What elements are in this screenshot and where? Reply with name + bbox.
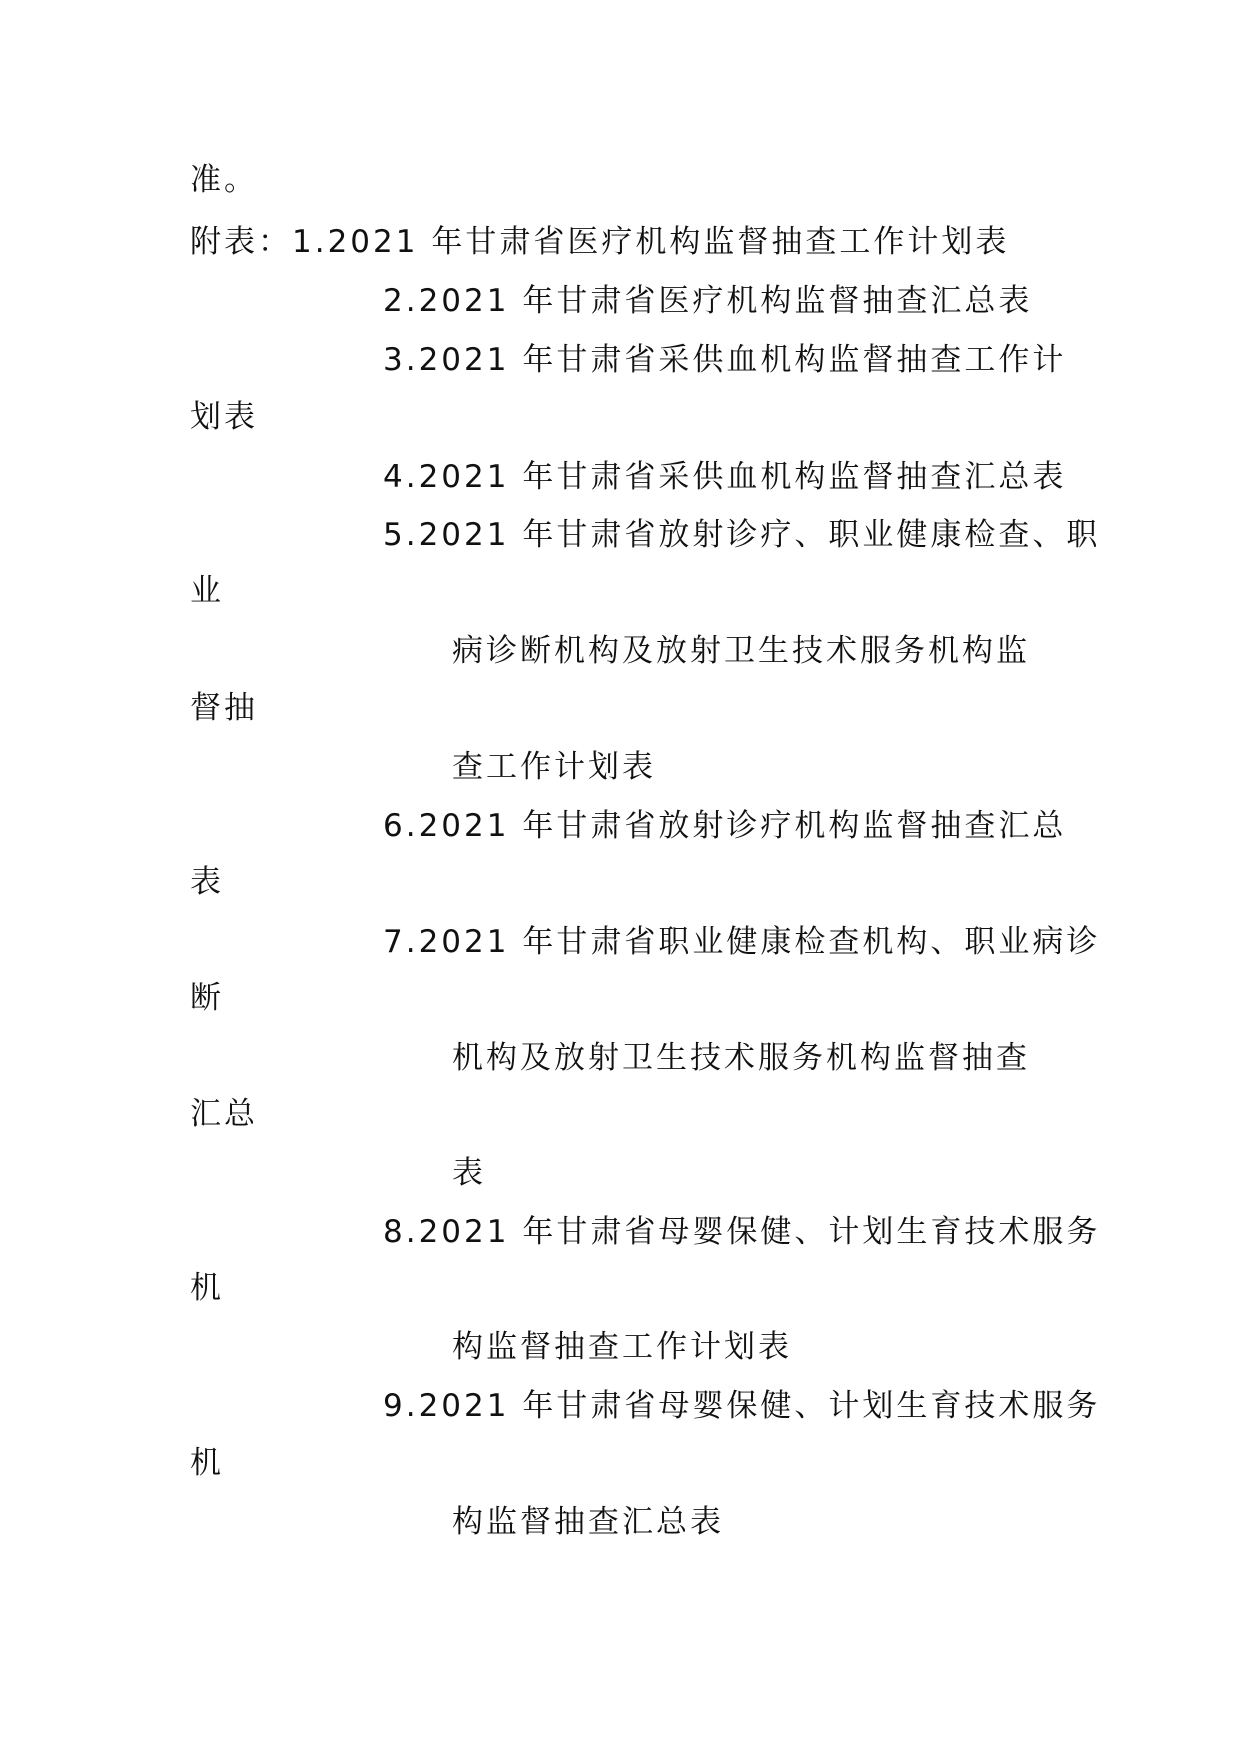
attachment-item-9: 9.2021 年甘肃省母婴保健、计划生育技术服务 — [383, 1388, 1101, 1424]
attachment-item-3: 3.2021 年甘肃省采供血机构监督抽查工作计 — [383, 342, 1067, 378]
attachment-item-5-continued: 督抽 — [190, 690, 258, 726]
attachment-item-5: 5.2021 年甘肃省放射诊疗、职业健康检查、职 — [383, 517, 1101, 553]
attachment-item-7-continued: 断 — [190, 980, 224, 1016]
attachment-item-9-continued: 构监督抽查汇总表 — [452, 1504, 724, 1540]
attachment-item-6: 6.2021 年甘肃省放射诊疗机构监督抽查汇总 — [383, 808, 1067, 844]
attachment-list-heading: 附表：1.2021 年甘肃省医疗机构监督抽查工作计划表 — [190, 224, 1010, 260]
attachment-item-5-continued: 业 — [190, 573, 224, 609]
attachment-item-9-continued: 机 — [190, 1445, 224, 1481]
attachment-item-2: 2.2021 年甘肃省医疗机构监督抽查汇总表 — [383, 283, 1033, 319]
attachment-item-5-continued: 查工作计划表 — [452, 749, 656, 785]
attachment-item-8-continued: 机 — [190, 1270, 224, 1306]
text-line: 准。 — [190, 162, 258, 198]
attachment-item-7-continued: 汇总 — [190, 1096, 258, 1132]
attachment-item-8: 8.2021 年甘肃省母婴保健、计划生育技术服务 — [383, 1214, 1101, 1250]
attachment-item-3-continued: 划表 — [190, 399, 258, 435]
attachment-item-6-continued: 表 — [190, 864, 224, 900]
attachment-item-7-continued: 机构及放射卫生技术服务机构监督抽查 — [452, 1040, 1030, 1076]
attachment-item-4: 4.2021 年甘肃省采供血机构监督抽查汇总表 — [383, 459, 1067, 495]
attachment-item-8-continued: 构监督抽查工作计划表 — [452, 1329, 792, 1365]
attachment-item-7-continued: 表 — [452, 1155, 486, 1191]
attachment-item-5-continued: 病诊断机构及放射卫生技术服务机构监 — [452, 633, 1030, 669]
attachment-item-7: 7.2021 年甘肃省职业健康检查机构、职业病诊 — [383, 924, 1101, 960]
